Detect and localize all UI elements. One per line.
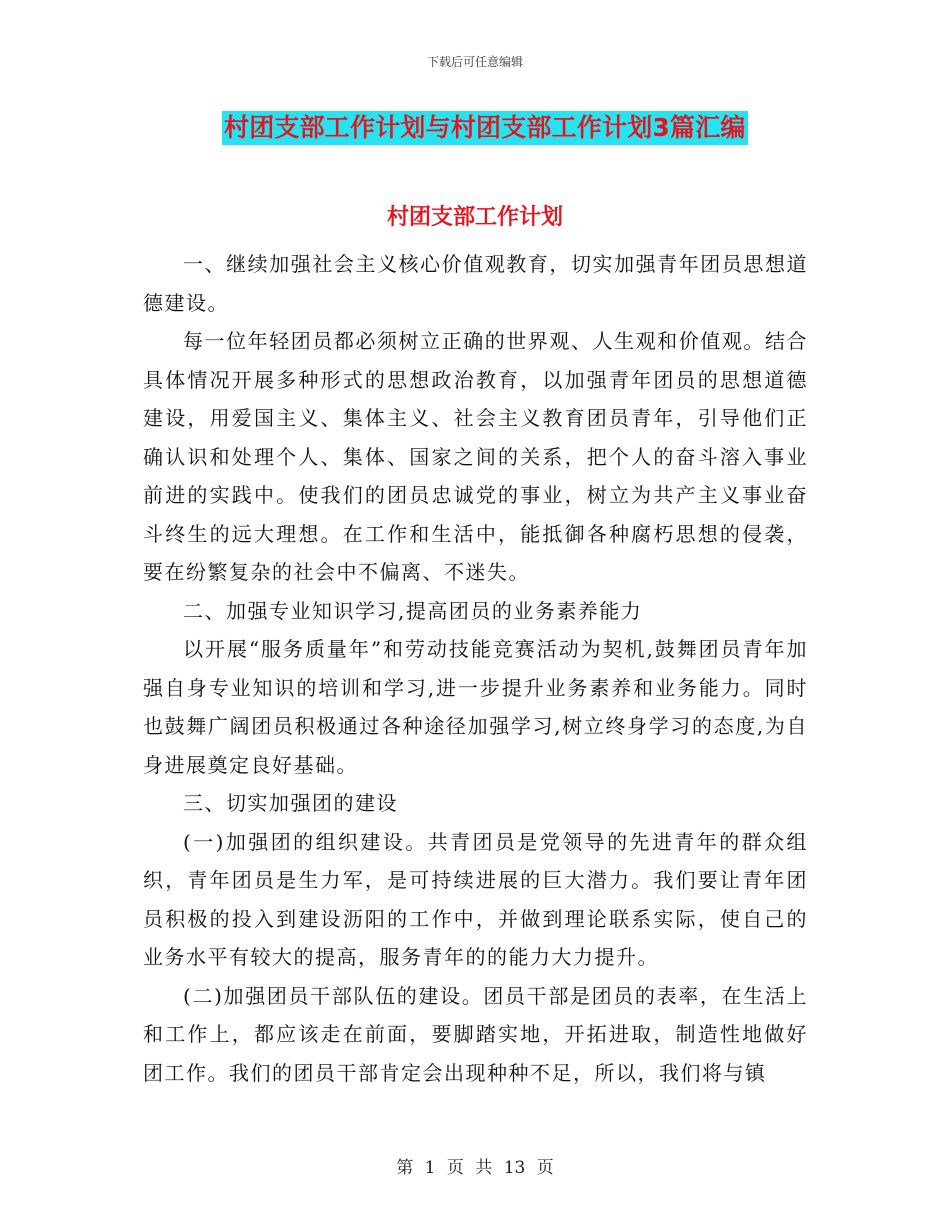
paragraph: 二、加强专业知识学习,提高团员的业务素养能力 [183,598,643,623]
paragraph: (一)加强团的组织建设。共青团员是党领导的先进青年的群众组织，青年团员是生力军，是可持续进展的巨大潜力。我们要让青年团员积极的投入到建设沥阳的工作中，并做到理论联系实际，使自己的业务水平有较大的提高，服务青年的的能力大力提升。 [143,829,808,969]
paragraph: (二)加强团员干部队伍的建设。团员干部是团员的表率，在生活上和工作上，都应该走在前面，要脚踏实地，开拓进取，制造性地做好团工作。我们的团员干部肯定会出现种种不足，所以，我们将与镇 [143,983,808,1085]
document-body [143,245,808,1092]
paragraph: 一、继续加强社会主义核心价值观教育，切实加强青年团员思想道德建设。 [143,252,808,315]
paragraph: 每一位年轻团员都必须树立正确的世界观、人生观和价值观。结合具体情况开展多种形式的思想政治教育，以加强青年团员的思想道德建设，用爱国主义、集体主义、社会主义教育团员青年，引导他们正确认识和处理个人、集体、国家之间的关系，把个人的奋斗溶入事业前进的实践中。使我们的团员忠诚党的事业，树立为共产主义事业奋斗终生的远大理想。在工作和生活中，能抵御各种腐朽思想的侵袭，要在纷繁复杂的社会中不偏离、不迷失。 [143,329,808,584]
document-title: 村团支部工作计划与村团支部工作计划3篇汇编 [222,111,748,145]
paragraph: 三、切实加强团的建设 [183,791,398,815]
section-title: 村团支部工作计划 [386,205,563,230]
paragraph: 以开展“服务质量年”和劳动技能竞赛活动为契机,鼓舞团员青年加强自身专业知识的培训和学习,进一步提升业务素养和业务能力。同时也鼓舞广阔团员积极通过各种途径加强学习,树立终身学习的态度,为自身进展奠定良好基础。 [143,637,808,777]
page-footer: 第 1 页 共 13 页 [396,1158,554,1178]
page-header-note: 下载后可任意编辑 [426,55,523,69]
